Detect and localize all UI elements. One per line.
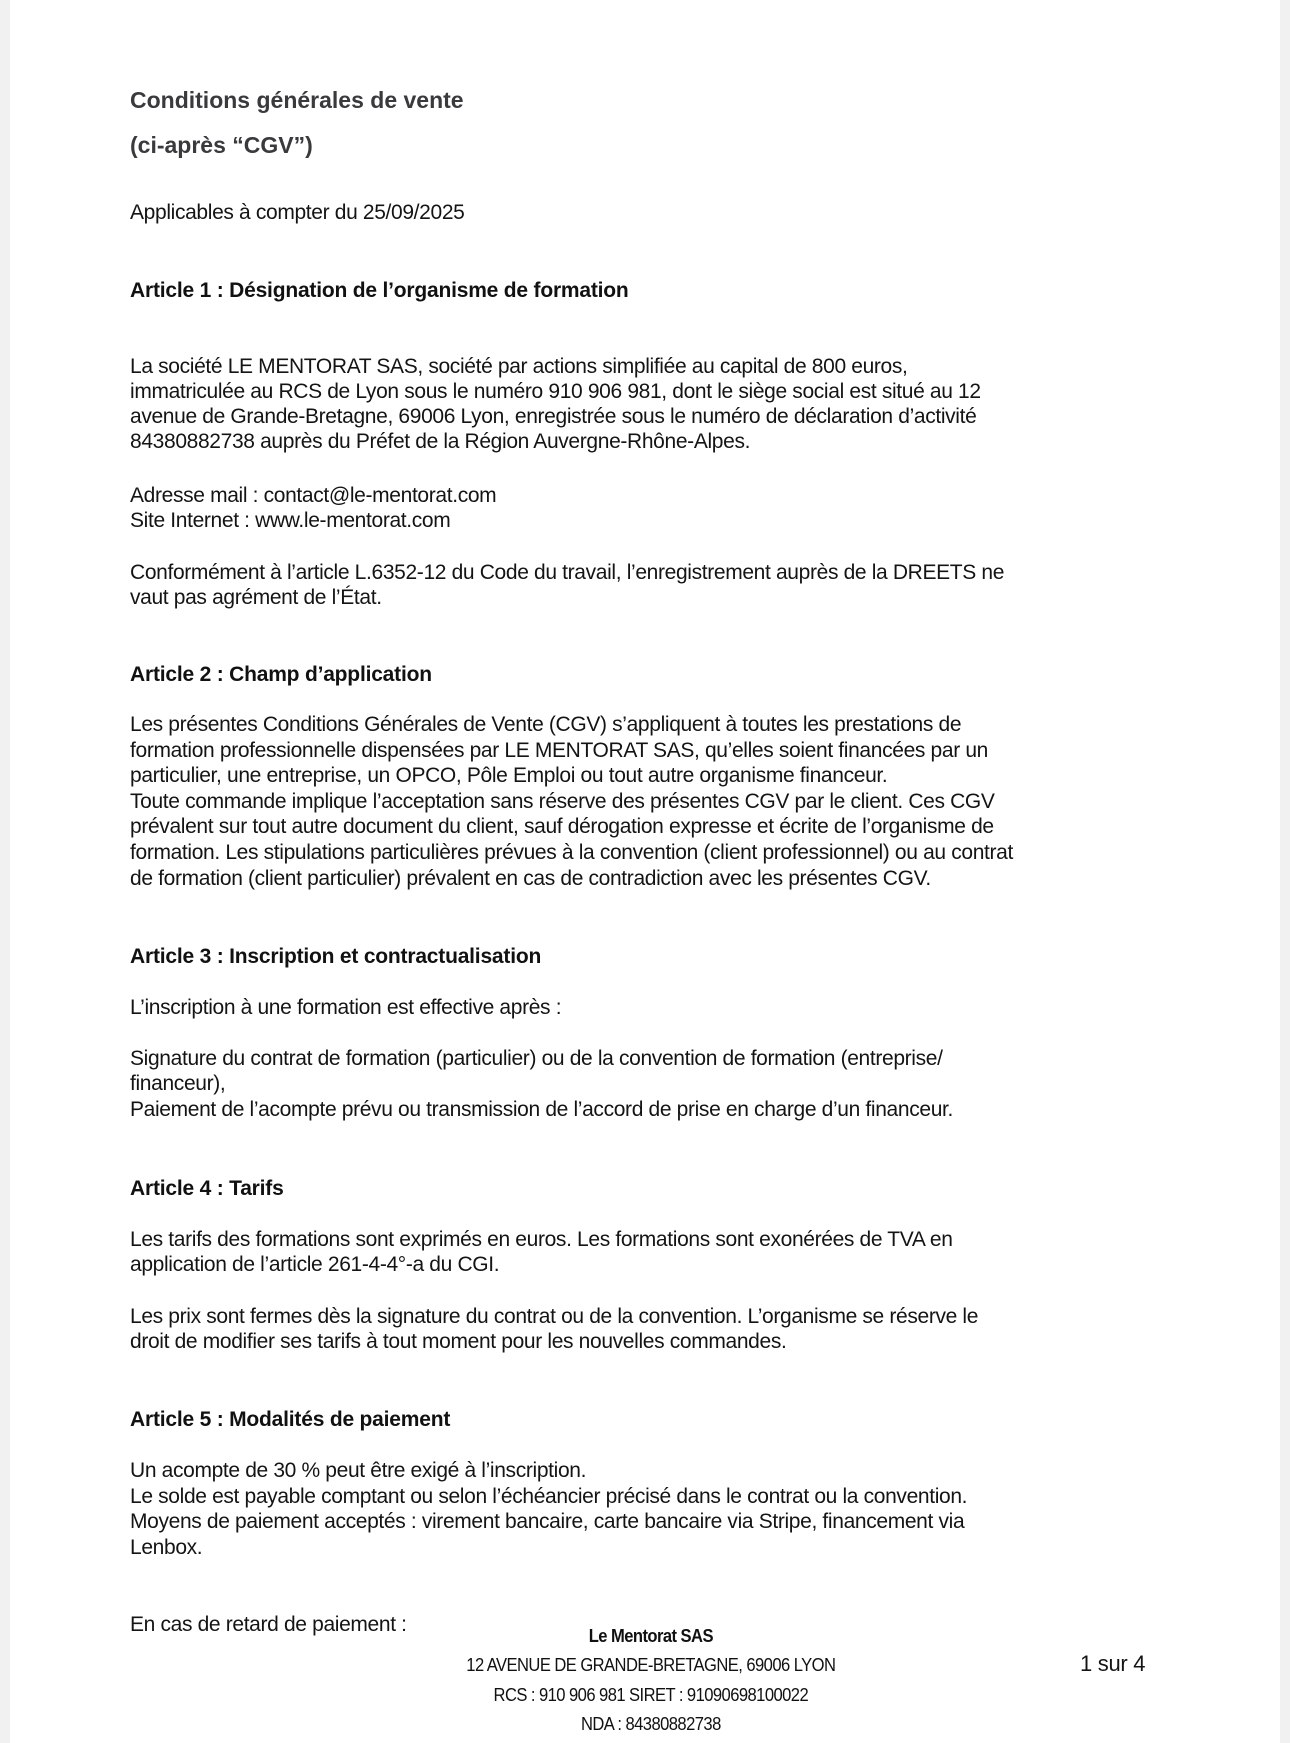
late-payment-line: En cas de retard de paiement : [130, 1613, 407, 1636]
article-3-intro: L’inscription à une formation est effective après : [130, 996, 562, 1019]
document-subtitle: (ci-après “CGV”) [130, 132, 313, 158]
article-1-notice-line: Conformément à l’article L.6352-12 du Code du travail, l’enregistrement auprès de la DREETS ne [130, 561, 1005, 584]
article-3-line: financeur), [130, 1072, 226, 1095]
article-3-heading: Article 3 : Inscription et contractualisation [130, 945, 542, 968]
article-1-heading: Article 1 : Désignation de l’organisme de formation [130, 279, 629, 302]
article-5-line: Un acompte de 30 % peut être exigé à l’inscription. [130, 1459, 587, 1482]
article-2-line: formation. Les stipulations particulières prévues à la convention (client professionnel) ou au contrat [130, 841, 1013, 864]
article-2-line: particulier, une entreprise, un OPCO, Pôle Emploi ou tout autre organisme financeur. [130, 764, 888, 787]
footer-address: 12 AVENUE DE GRANDE-BRETAGNE, 69006 LYON [466, 1655, 836, 1675]
article-4-line: droit de modifier ses tarifs à tout moment pour les nouvelles commandes. [130, 1330, 787, 1353]
article-3-line: Paiement de l’acompte prévu ou transmission de l’accord de prise en charge d’un financeur. [130, 1098, 953, 1121]
article-3-line: Signature du contrat de formation (particulier) ou de la convention de formation (entreprise/ [130, 1047, 943, 1070]
article-2-line: Toute commande implique l’acceptation sans réserve des présentes CGV par le client. Ces CGV [130, 790, 995, 813]
article-1-line: immatriculée au RCS de Lyon sous le numéro 910 906 981, dont le siège social est situé au 12 [130, 380, 981, 403]
article-5-line: Le solde est payable comptant ou selon l’échéancier précisé dans le contrat ou la convention. [130, 1485, 968, 1508]
article-1-line: avenue de Grande-Bretagne, 69006 Lyon, enregistrée sous le numéro de déclaration d’activité [130, 405, 977, 428]
page-indicator: 1 sur 4 [1080, 1651, 1146, 1676]
footer-nda: NDA : 84380882738 [580, 1714, 721, 1734]
article-5-line: Lenbox. [130, 1536, 203, 1559]
article-2-line: formation professionnelle dispensées par LE MENTORAT SAS, qu’elles soient financées par un [130, 739, 988, 762]
article-4-line: Les prix sont fermes dès la signature du contrat ou de la convention. L’organisme se réserve le [130, 1305, 979, 1328]
article-2-line: Les présentes Conditions Générales de Vente (CGV) s’appliquent à toutes les prestations de [130, 713, 962, 736]
article-5-heading: Article 5 : Modalités de paiement [130, 1408, 451, 1431]
article-5-line: Moyens de paiement acceptés : virement bancaire, carte bancaire via Stripe, financement via [130, 1510, 965, 1533]
effective-date: Applicables à compter du 25/09/2025 [130, 201, 465, 224]
article-4-heading: Article 4 : Tarifs [130, 1177, 284, 1200]
contact-email: Adresse mail : contact@le-mentorat.com [130, 484, 497, 507]
article-1-notice-line: vaut pas agrément de l’État. [130, 586, 382, 609]
contact-website: Site Internet : www.le-mentorat.com [130, 509, 451, 532]
document-title: Conditions générales de vente [130, 87, 464, 113]
article-2-line: prévalent sur tout autre document du client, sauf dérogation expresse et écrite de l’organisme de [130, 815, 994, 838]
footer-registration: RCS : 910 906 981 SIRET : 91090698100022 [493, 1685, 809, 1705]
article-1-line: La société LE MENTORAT SAS, société par actions simplifiée au capital de 800 euros, [130, 355, 908, 378]
article-4-line: application de l’article 261-4-4°-a du CGI. [130, 1253, 500, 1276]
article-4-line: Les tarifs des formations sont exprimés en euros. Les formations sont exonérées de TVA en [130, 1228, 953, 1251]
article-2-line: de formation (client particulier) prévalent en cas de contradiction avec les présentes CGV. [130, 867, 931, 890]
footer-company: Le Mentorat SAS [588, 1626, 713, 1646]
article-1-line: 84380882738 auprès du Préfet de la Région Auvergne-Rhône-Alpes. [130, 430, 751, 453]
article-2-heading: Article 2 : Champ d’application [130, 663, 432, 686]
